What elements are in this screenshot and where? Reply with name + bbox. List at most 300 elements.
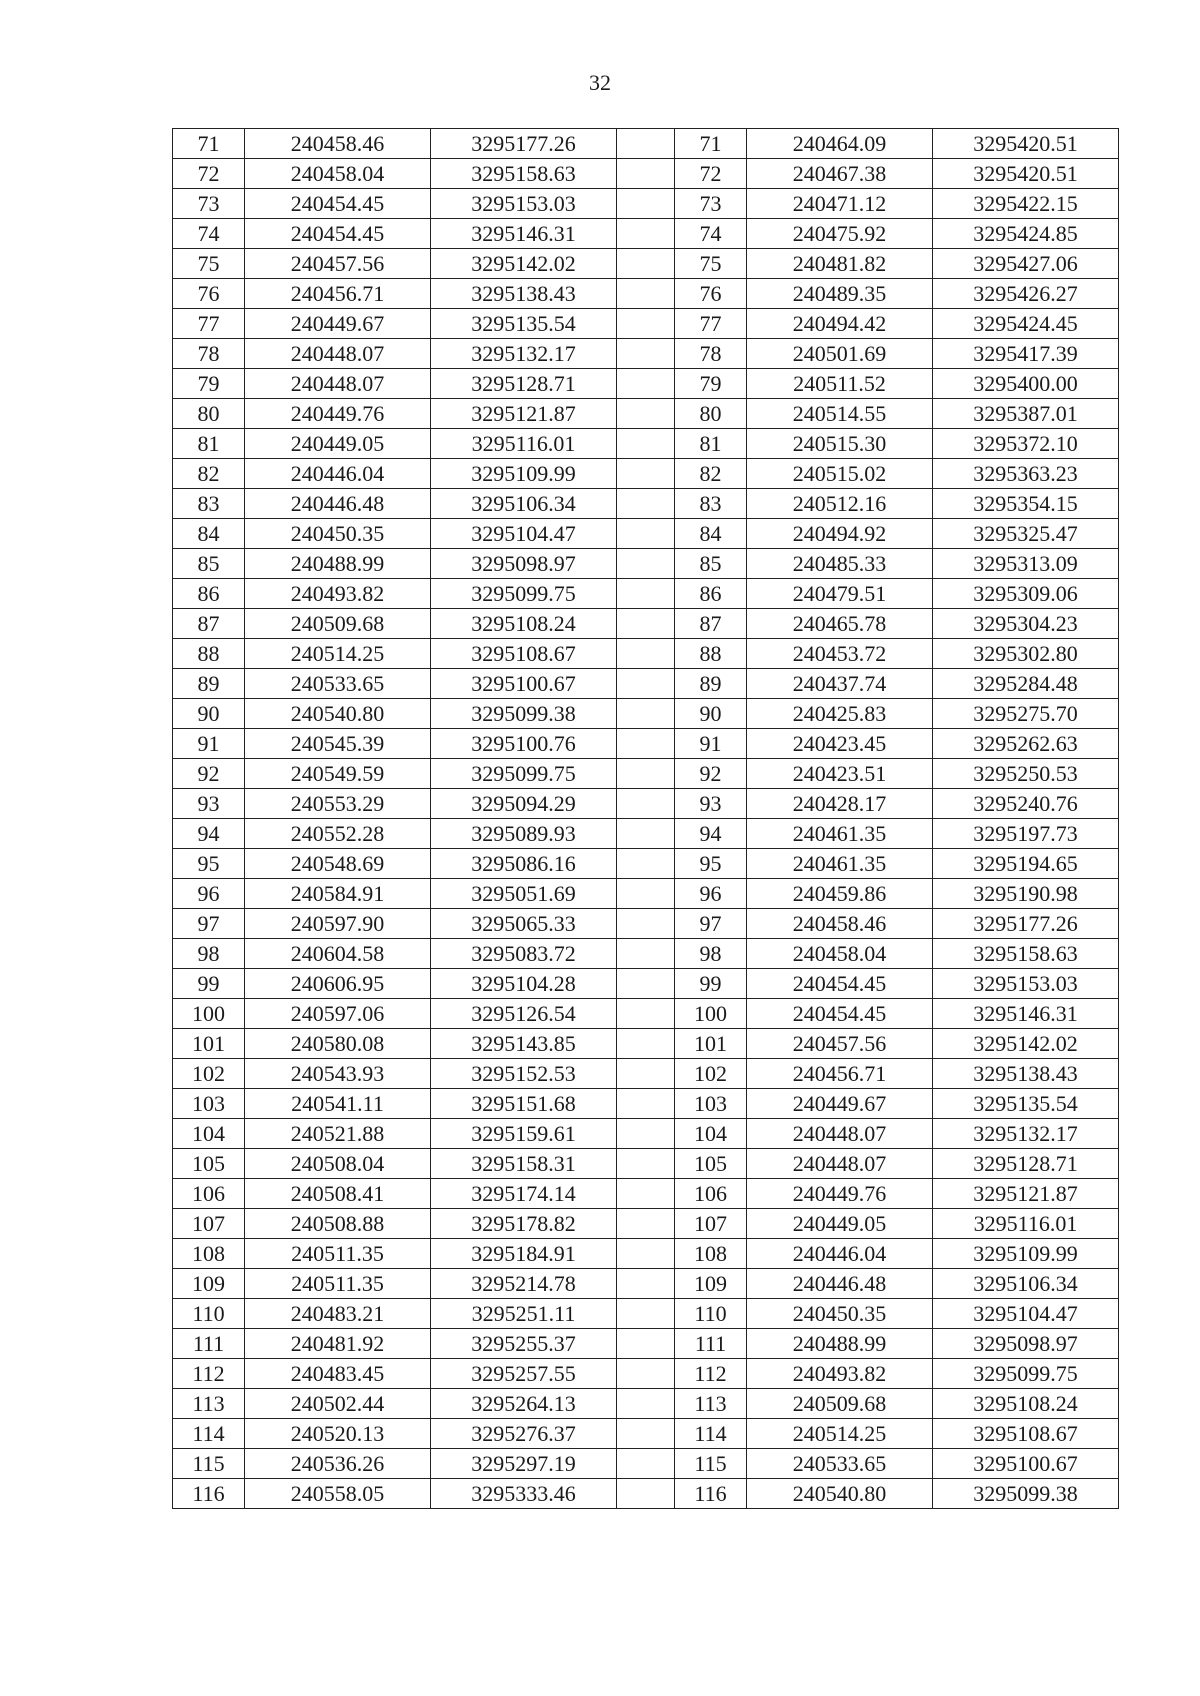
y-coordinate-left: 3295297.19 xyxy=(431,1449,617,1479)
x-coordinate-left: 240549.59 xyxy=(245,759,431,789)
x-coordinate-right: 240425.83 xyxy=(747,699,933,729)
point-number-left: 96 xyxy=(173,879,245,909)
separator-cell xyxy=(617,699,675,729)
x-coordinate-right: 240501.69 xyxy=(747,339,933,369)
separator-cell xyxy=(617,279,675,309)
point-number-left: 92 xyxy=(173,759,245,789)
y-coordinate-right: 3295197.73 xyxy=(933,819,1119,849)
y-coordinate-right: 3295128.71 xyxy=(933,1149,1119,1179)
x-coordinate-right: 240479.51 xyxy=(747,579,933,609)
x-coordinate-right: 240446.04 xyxy=(747,1239,933,1269)
point-number-right: 116 xyxy=(675,1479,747,1509)
x-coordinate-right: 240488.99 xyxy=(747,1329,933,1359)
table-row xyxy=(173,669,1119,699)
x-coordinate-left: 240548.69 xyxy=(245,849,431,879)
x-coordinate-left: 240541.11 xyxy=(245,1089,431,1119)
y-coordinate-right: 3295142.02 xyxy=(933,1029,1119,1059)
x-coordinate-left: 240456.71 xyxy=(245,279,431,309)
y-coordinate-right: 3295153.03 xyxy=(933,969,1119,999)
x-coordinate-right: 240458.04 xyxy=(747,939,933,969)
table-row xyxy=(173,429,1119,459)
x-coordinate-right: 240511.52 xyxy=(747,369,933,399)
x-coordinate-right: 240464.09 xyxy=(747,129,933,159)
separator-cell xyxy=(617,309,675,339)
x-coordinate-left: 240521.88 xyxy=(245,1119,431,1149)
x-coordinate-left: 240553.29 xyxy=(245,789,431,819)
point-number-left: 73 xyxy=(173,189,245,219)
x-coordinate-left: 240508.04 xyxy=(245,1149,431,1179)
separator-cell xyxy=(617,1269,675,1299)
y-coordinate-left: 3295109.99 xyxy=(431,459,617,489)
table-row xyxy=(173,1239,1119,1269)
x-coordinate-right: 240494.92 xyxy=(747,519,933,549)
y-coordinate-left: 3295142.02 xyxy=(431,249,617,279)
x-coordinate-right: 240459.86 xyxy=(747,879,933,909)
separator-cell xyxy=(617,789,675,819)
table-row xyxy=(173,309,1119,339)
page-number: 32 xyxy=(589,70,611,95)
table-row xyxy=(173,849,1119,879)
table-row xyxy=(173,339,1119,369)
y-coordinate-left: 3295146.31 xyxy=(431,219,617,249)
point-number-left: 113 xyxy=(173,1389,245,1419)
y-coordinate-left: 3295100.76 xyxy=(431,729,617,759)
x-coordinate-left: 240511.35 xyxy=(245,1269,431,1299)
y-coordinate-left: 3295100.67 xyxy=(431,669,617,699)
y-coordinate-left: 3295051.69 xyxy=(431,879,617,909)
point-number-left: 90 xyxy=(173,699,245,729)
table-row xyxy=(173,639,1119,669)
y-coordinate-right: 3295138.43 xyxy=(933,1059,1119,1089)
x-coordinate-right: 240514.25 xyxy=(747,1419,933,1449)
x-coordinate-left: 240606.95 xyxy=(245,969,431,999)
point-number-left: 105 xyxy=(173,1149,245,1179)
point-number-left: 82 xyxy=(173,459,245,489)
x-coordinate-right: 240428.17 xyxy=(747,789,933,819)
x-coordinate-left: 240481.92 xyxy=(245,1329,431,1359)
table-row xyxy=(173,1359,1119,1389)
table-row xyxy=(173,129,1119,159)
point-number-right: 89 xyxy=(675,669,747,699)
x-coordinate-right: 240489.35 xyxy=(747,279,933,309)
coordinates-table-body xyxy=(173,129,1119,1509)
point-number-left: 76 xyxy=(173,279,245,309)
point-number-right: 113 xyxy=(675,1389,747,1419)
y-coordinate-right: 3295422.15 xyxy=(933,189,1119,219)
y-coordinate-left: 3295104.47 xyxy=(431,519,617,549)
point-number-left: 89 xyxy=(173,669,245,699)
table-row xyxy=(173,579,1119,609)
x-coordinate-left: 240454.45 xyxy=(245,219,431,249)
point-number-right: 95 xyxy=(675,849,747,879)
point-number-left: 86 xyxy=(173,579,245,609)
separator-cell xyxy=(617,1419,675,1449)
point-number-left: 84 xyxy=(173,519,245,549)
point-number-left: 98 xyxy=(173,939,245,969)
table-row xyxy=(173,549,1119,579)
y-coordinate-left: 3295099.38 xyxy=(431,699,617,729)
point-number-right: 85 xyxy=(675,549,747,579)
x-coordinate-left: 240604.58 xyxy=(245,939,431,969)
table-row xyxy=(173,699,1119,729)
point-number-left: 99 xyxy=(173,969,245,999)
point-number-right: 114 xyxy=(675,1419,747,1449)
y-coordinate-right: 3295104.47 xyxy=(933,1299,1119,1329)
point-number-right: 71 xyxy=(675,129,747,159)
table-row xyxy=(173,729,1119,759)
separator-cell xyxy=(617,609,675,639)
table-row xyxy=(173,1029,1119,1059)
y-coordinate-left: 3295178.82 xyxy=(431,1209,617,1239)
table-row xyxy=(173,279,1119,309)
separator-cell xyxy=(617,1239,675,1269)
x-coordinate-right: 240533.65 xyxy=(747,1449,933,1479)
x-coordinate-right: 240454.45 xyxy=(747,999,933,1029)
separator-cell xyxy=(617,669,675,699)
y-coordinate-right: 3295190.98 xyxy=(933,879,1119,909)
x-coordinate-right: 240485.33 xyxy=(747,549,933,579)
y-coordinate-right: 3295420.51 xyxy=(933,129,1119,159)
point-number-right: 94 xyxy=(675,819,747,849)
table-row xyxy=(173,819,1119,849)
point-number-left: 87 xyxy=(173,609,245,639)
y-coordinate-right: 3295100.67 xyxy=(933,1449,1119,1479)
x-coordinate-left: 240520.13 xyxy=(245,1419,431,1449)
y-coordinate-right: 3295135.54 xyxy=(933,1089,1119,1119)
point-number-right: 107 xyxy=(675,1209,747,1239)
table-row xyxy=(173,999,1119,1029)
separator-cell xyxy=(617,429,675,459)
y-coordinate-right: 3295363.23 xyxy=(933,459,1119,489)
x-coordinate-left: 240488.99 xyxy=(245,549,431,579)
y-coordinate-left: 3295094.29 xyxy=(431,789,617,819)
y-coordinate-left: 3295143.85 xyxy=(431,1029,617,1059)
y-coordinate-right: 3295427.06 xyxy=(933,249,1119,279)
separator-cell xyxy=(617,1329,675,1359)
separator-cell xyxy=(617,1029,675,1059)
y-coordinate-left: 3295264.13 xyxy=(431,1389,617,1419)
table-row xyxy=(173,1419,1119,1449)
x-coordinate-left: 240483.45 xyxy=(245,1359,431,1389)
x-coordinate-left: 240446.04 xyxy=(245,459,431,489)
y-coordinate-left: 3295251.11 xyxy=(431,1299,617,1329)
table-row xyxy=(173,609,1119,639)
y-coordinate-left: 3295098.97 xyxy=(431,549,617,579)
x-coordinate-right: 240471.12 xyxy=(747,189,933,219)
separator-cell xyxy=(617,339,675,369)
separator-cell xyxy=(617,909,675,939)
x-coordinate-left: 240540.80 xyxy=(245,699,431,729)
point-number-left: 115 xyxy=(173,1449,245,1479)
point-number-right: 100 xyxy=(675,999,747,1029)
x-coordinate-right: 240449.67 xyxy=(747,1089,933,1119)
x-coordinate-right: 240515.30 xyxy=(747,429,933,459)
table-row xyxy=(173,249,1119,279)
y-coordinate-left: 3295177.26 xyxy=(431,129,617,159)
point-number-left: 88 xyxy=(173,639,245,669)
point-number-right: 93 xyxy=(675,789,747,819)
x-coordinate-left: 240545.39 xyxy=(245,729,431,759)
x-coordinate-right: 240475.92 xyxy=(747,219,933,249)
x-coordinate-right: 240512.16 xyxy=(747,489,933,519)
x-coordinate-left: 240448.07 xyxy=(245,339,431,369)
separator-cell xyxy=(617,399,675,429)
y-coordinate-left: 3295257.55 xyxy=(431,1359,617,1389)
x-coordinate-right: 240450.35 xyxy=(747,1299,933,1329)
y-coordinate-left: 3295152.53 xyxy=(431,1059,617,1089)
y-coordinate-left: 3295121.87 xyxy=(431,399,617,429)
y-coordinate-left: 3295135.54 xyxy=(431,309,617,339)
point-number-left: 81 xyxy=(173,429,245,459)
point-number-left: 95 xyxy=(173,849,245,879)
point-number-right: 80 xyxy=(675,399,747,429)
y-coordinate-right: 3295121.87 xyxy=(933,1179,1119,1209)
table-row xyxy=(173,369,1119,399)
y-coordinate-left: 3295099.75 xyxy=(431,759,617,789)
point-number-right: 86 xyxy=(675,579,747,609)
x-coordinate-left: 240511.35 xyxy=(245,1239,431,1269)
separator-cell xyxy=(617,1359,675,1389)
table-row xyxy=(173,219,1119,249)
point-number-right: 74 xyxy=(675,219,747,249)
point-number-right: 115 xyxy=(675,1449,747,1479)
point-number-right: 98 xyxy=(675,939,747,969)
y-coordinate-right: 3295372.10 xyxy=(933,429,1119,459)
y-coordinate-right: 3295354.15 xyxy=(933,489,1119,519)
y-coordinate-right: 3295304.23 xyxy=(933,609,1119,639)
table-row xyxy=(173,1209,1119,1239)
y-coordinate-left: 3295132.17 xyxy=(431,339,617,369)
y-coordinate-right: 3295108.67 xyxy=(933,1419,1119,1449)
point-number-right: 108 xyxy=(675,1239,747,1269)
table-row xyxy=(173,909,1119,939)
y-coordinate-left: 3295106.34 xyxy=(431,489,617,519)
point-number-right: 81 xyxy=(675,429,747,459)
y-coordinate-left: 3295086.16 xyxy=(431,849,617,879)
x-coordinate-right: 240515.02 xyxy=(747,459,933,489)
x-coordinate-right: 240449.76 xyxy=(747,1179,933,1209)
y-coordinate-right: 3295109.99 xyxy=(933,1239,1119,1269)
point-number-left: 103 xyxy=(173,1089,245,1119)
x-coordinate-left: 240458.46 xyxy=(245,129,431,159)
x-coordinate-right: 240540.80 xyxy=(747,1479,933,1509)
x-coordinate-left: 240502.44 xyxy=(245,1389,431,1419)
y-coordinate-right: 3295177.26 xyxy=(933,909,1119,939)
y-coordinate-left: 3295104.28 xyxy=(431,969,617,999)
separator-cell xyxy=(617,819,675,849)
point-number-right: 83 xyxy=(675,489,747,519)
table-row xyxy=(173,1179,1119,1209)
separator-cell xyxy=(617,249,675,279)
separator-cell xyxy=(617,879,675,909)
y-coordinate-right: 3295106.34 xyxy=(933,1269,1119,1299)
x-coordinate-left: 240536.26 xyxy=(245,1449,431,1479)
point-number-left: 111 xyxy=(173,1329,245,1359)
table-row xyxy=(173,1119,1119,1149)
table-row xyxy=(173,159,1119,189)
separator-cell xyxy=(617,1149,675,1179)
y-coordinate-left: 3295255.37 xyxy=(431,1329,617,1359)
y-coordinate-left: 3295126.54 xyxy=(431,999,617,1029)
x-coordinate-right: 240458.46 xyxy=(747,909,933,939)
x-coordinate-left: 240584.91 xyxy=(245,879,431,909)
x-coordinate-right: 240514.55 xyxy=(747,399,933,429)
x-coordinate-right: 240494.42 xyxy=(747,309,933,339)
x-coordinate-left: 240457.56 xyxy=(245,249,431,279)
point-number-right: 104 xyxy=(675,1119,747,1149)
table-row xyxy=(173,879,1119,909)
y-coordinate-left: 3295333.46 xyxy=(431,1479,617,1509)
point-number-left: 85 xyxy=(173,549,245,579)
y-coordinate-right: 3295158.63 xyxy=(933,939,1119,969)
y-coordinate-left: 3295065.33 xyxy=(431,909,617,939)
x-coordinate-left: 240543.93 xyxy=(245,1059,431,1089)
point-number-right: 111 xyxy=(675,1329,747,1359)
separator-cell xyxy=(617,1299,675,1329)
y-coordinate-right: 3295302.80 xyxy=(933,639,1119,669)
point-number-left: 116 xyxy=(173,1479,245,1509)
separator-cell xyxy=(617,1119,675,1149)
y-coordinate-right: 3295108.24 xyxy=(933,1389,1119,1419)
table-row xyxy=(173,189,1119,219)
point-number-right: 76 xyxy=(675,279,747,309)
x-coordinate-left: 240448.07 xyxy=(245,369,431,399)
point-number-right: 96 xyxy=(675,879,747,909)
point-number-right: 84 xyxy=(675,519,747,549)
y-coordinate-left: 3295159.61 xyxy=(431,1119,617,1149)
x-coordinate-left: 240446.48 xyxy=(245,489,431,519)
y-coordinate-left: 3295174.14 xyxy=(431,1179,617,1209)
y-coordinate-right: 3295132.17 xyxy=(933,1119,1119,1149)
x-coordinate-left: 240449.76 xyxy=(245,399,431,429)
separator-cell xyxy=(617,159,675,189)
point-number-left: 75 xyxy=(173,249,245,279)
point-number-left: 97 xyxy=(173,909,245,939)
x-coordinate-right: 240449.05 xyxy=(747,1209,933,1239)
point-number-left: 104 xyxy=(173,1119,245,1149)
point-number-right: 87 xyxy=(675,609,747,639)
x-coordinate-right: 240465.78 xyxy=(747,609,933,639)
x-coordinate-right: 240454.45 xyxy=(747,969,933,999)
point-number-left: 112 xyxy=(173,1359,245,1389)
point-number-right: 91 xyxy=(675,729,747,759)
table-row xyxy=(173,969,1119,999)
separator-cell xyxy=(617,129,675,159)
x-coordinate-left: 240558.05 xyxy=(245,1479,431,1509)
y-coordinate-right: 3295250.53 xyxy=(933,759,1119,789)
point-number-right: 106 xyxy=(675,1179,747,1209)
y-coordinate-left: 3295108.67 xyxy=(431,639,617,669)
separator-cell xyxy=(617,1449,675,1479)
point-number-right: 112 xyxy=(675,1359,747,1389)
y-coordinate-left: 3295089.93 xyxy=(431,819,617,849)
x-coordinate-left: 240597.90 xyxy=(245,909,431,939)
y-coordinate-right: 3295417.39 xyxy=(933,339,1119,369)
separator-cell xyxy=(617,189,675,219)
table-row xyxy=(173,1479,1119,1509)
separator-cell xyxy=(617,1179,675,1209)
table-row xyxy=(173,1299,1119,1329)
point-number-right: 110 xyxy=(675,1299,747,1329)
x-coordinate-right: 240423.45 xyxy=(747,729,933,759)
coordinates-table xyxy=(172,128,1119,1509)
separator-cell xyxy=(617,1479,675,1509)
separator-cell xyxy=(617,729,675,759)
y-coordinate-right: 3295146.31 xyxy=(933,999,1119,1029)
separator-cell xyxy=(617,519,675,549)
point-number-left: 106 xyxy=(173,1179,245,1209)
y-coordinate-left: 3295128.71 xyxy=(431,369,617,399)
x-coordinate-left: 240508.88 xyxy=(245,1209,431,1239)
point-number-left: 114 xyxy=(173,1419,245,1449)
separator-cell xyxy=(617,999,675,1029)
point-number-left: 71 xyxy=(173,129,245,159)
point-number-right: 78 xyxy=(675,339,747,369)
point-number-left: 80 xyxy=(173,399,245,429)
separator-cell xyxy=(617,459,675,489)
y-coordinate-left: 3295083.72 xyxy=(431,939,617,969)
y-coordinate-left: 3295108.24 xyxy=(431,609,617,639)
point-number-left: 74 xyxy=(173,219,245,249)
point-number-right: 99 xyxy=(675,969,747,999)
point-number-left: 93 xyxy=(173,789,245,819)
y-coordinate-left: 3295151.68 xyxy=(431,1089,617,1119)
x-coordinate-right: 240493.82 xyxy=(747,1359,933,1389)
x-coordinate-left: 240449.05 xyxy=(245,429,431,459)
point-number-left: 72 xyxy=(173,159,245,189)
separator-cell xyxy=(617,549,675,579)
point-number-left: 108 xyxy=(173,1239,245,1269)
x-coordinate-right: 240456.71 xyxy=(747,1059,933,1089)
table-row xyxy=(173,459,1119,489)
point-number-left: 107 xyxy=(173,1209,245,1239)
table-row xyxy=(173,1149,1119,1179)
x-coordinate-left: 240552.28 xyxy=(245,819,431,849)
point-number-right: 88 xyxy=(675,639,747,669)
x-coordinate-left: 240483.21 xyxy=(245,1299,431,1329)
separator-cell xyxy=(617,1089,675,1119)
y-coordinate-left: 3295099.75 xyxy=(431,579,617,609)
y-coordinate-right: 3295400.00 xyxy=(933,369,1119,399)
y-coordinate-right: 3295284.48 xyxy=(933,669,1119,699)
separator-cell xyxy=(617,1059,675,1089)
separator-cell xyxy=(617,639,675,669)
y-coordinate-left: 3295158.31 xyxy=(431,1149,617,1179)
point-number-right: 97 xyxy=(675,909,747,939)
separator-cell xyxy=(617,369,675,399)
y-coordinate-right: 3295420.51 xyxy=(933,159,1119,189)
x-coordinate-right: 240461.35 xyxy=(747,819,933,849)
separator-cell xyxy=(617,1389,675,1419)
x-coordinate-right: 240437.74 xyxy=(747,669,933,699)
y-coordinate-right: 3295426.27 xyxy=(933,279,1119,309)
separator-cell xyxy=(617,969,675,999)
x-coordinate-left: 240449.67 xyxy=(245,309,431,339)
table-row xyxy=(173,1329,1119,1359)
x-coordinate-right: 240423.51 xyxy=(747,759,933,789)
y-coordinate-right: 3295313.09 xyxy=(933,549,1119,579)
point-number-right: 90 xyxy=(675,699,747,729)
y-coordinate-left: 3295276.37 xyxy=(431,1419,617,1449)
separator-cell xyxy=(617,1209,675,1239)
separator-cell xyxy=(617,489,675,519)
x-coordinate-left: 240450.35 xyxy=(245,519,431,549)
y-coordinate-right: 3295116.01 xyxy=(933,1209,1119,1239)
y-coordinate-right: 3295424.45 xyxy=(933,309,1119,339)
y-coordinate-left: 3295184.91 xyxy=(431,1239,617,1269)
point-number-left: 100 xyxy=(173,999,245,1029)
point-number-right: 101 xyxy=(675,1029,747,1059)
